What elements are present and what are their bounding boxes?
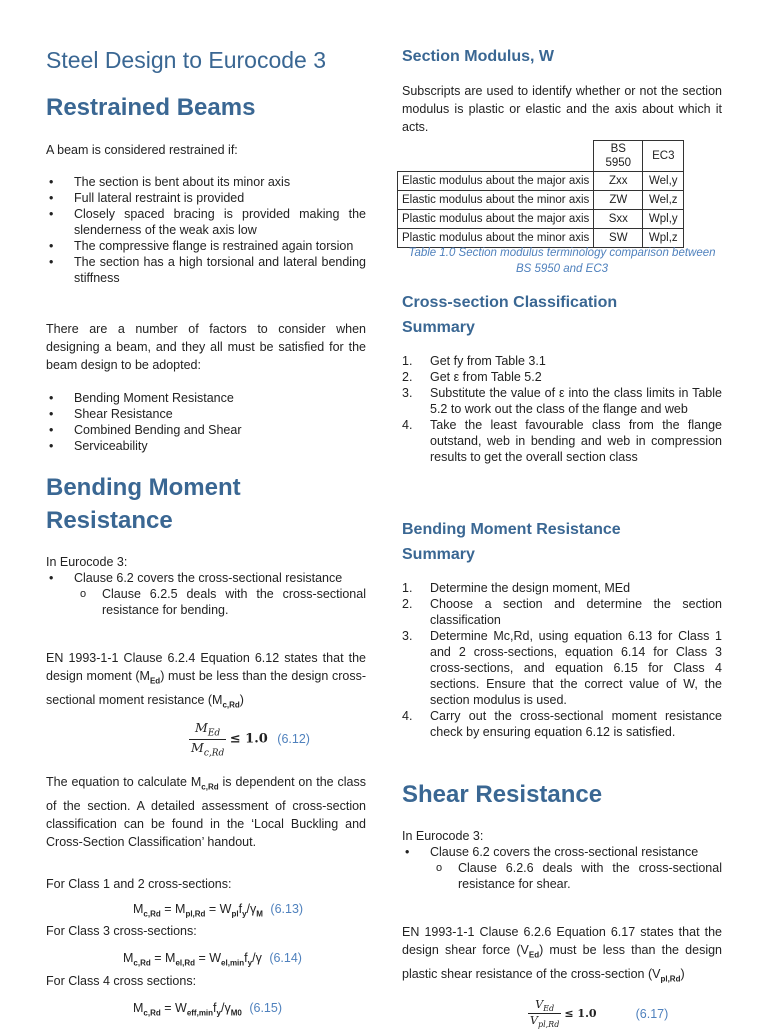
table-header-bs5950: BS 5950 bbox=[594, 141, 643, 172]
bending-clause-list bbox=[46, 570, 366, 618]
bending-steps-list bbox=[402, 580, 722, 740]
design-factors-list bbox=[46, 390, 366, 454]
table-cell: Elastic modulus about the minor axis bbox=[398, 191, 594, 210]
paragraph-en-1993-bending: EN 1993-1-1 Clause 6.2.4 Equation 6.12 states that the design moment $(M_{Ed})$ must be less than the design cross-sectional moment resistance $(M_{c,Rd})$ bbox=[46, 651, 366, 709]
clause-6-2-item: • Clause 6.2 covers the cross-sectional resistance o Clause 6.2.5 deals with the cross-sectional resistance for bending. bbox=[46, 570, 366, 618]
table-cell: Wel,z bbox=[643, 191, 684, 210]
equation-6-15-tag: (6.15) bbox=[249, 1001, 282, 1015]
table-cell: Wpl,y bbox=[643, 210, 684, 229]
paragraph-calc-mcrd: The equation to calculate $M_{c,Rd}$ is dependent on the class of the section. A detailed assessment of cross-section classification can be found in the ‘Local Buckling and Cross-Section Classification’ handout. bbox=[46, 775, 366, 849]
table-row bbox=[398, 210, 684, 229]
table-header-row bbox=[398, 141, 684, 172]
equation-6-13-tag: (6.13) bbox=[270, 902, 304, 916]
step-item: 2. Get ε from Table 5.2 bbox=[402, 370, 542, 384]
document-title: Steel Design to Eurocode 3 bbox=[46, 47, 327, 73]
shear-clause-list bbox=[402, 844, 722, 892]
clause-6-2-6-item: o Clause 6.2.6 deals with the cross-sectional resistance for shear. bbox=[430, 860, 722, 892]
table-row bbox=[398, 191, 684, 210]
list-item: • Shear Resistance bbox=[46, 406, 366, 422]
section-modulus-table bbox=[397, 140, 684, 248]
in-eurocode-label-shear: In Eurocode 3: bbox=[402, 829, 484, 843]
step-item: 3. Determine Mc,Rd, using equation 6.13 for Class 1 and 2 cross-sections, equation 6.14 for Class 3 cross-sections, and equation 6.15 for Class 4 sections. Ensure that the correct value of W, the section modulus is used. bbox=[402, 629, 722, 707]
table-cell: SW bbox=[594, 229, 643, 248]
equation-6-17: $\frac{V_{Ed}}{V_{pl,Rd}}$ ≤ 1.0 (6.17) bbox=[530, 998, 669, 1029]
table-cell: Wpl,z bbox=[643, 229, 684, 248]
heading-classification-summary: Cross-section Classification Summary bbox=[402, 294, 618, 336]
list-item: • The compressive flange is restrained again torsion bbox=[46, 238, 366, 254]
table-header-ec3: EC3 bbox=[643, 141, 684, 172]
heading-section-modulus: Section Modulus, W bbox=[402, 48, 554, 65]
step-item: 1. Determine the design moment, MEd bbox=[402, 581, 631, 595]
table-cell: Plastic modulus about the major axis bbox=[398, 210, 594, 229]
list-item: • The section is bent about its minor axis bbox=[46, 174, 366, 190]
list-item: • Full lateral restraint is provided bbox=[46, 190, 366, 206]
table-body bbox=[398, 172, 684, 248]
paragraph-factors: There are a number of factors to consider when designing a beam, and they all must be satisfied for the beam design to be adopted: bbox=[46, 322, 366, 372]
table-cell: Elastic modulus about the major axis bbox=[398, 172, 594, 191]
equation-6-12: $\frac{M_{Ed}}{M_{c,Rd}}$ ≤ 1.0 (6.12) bbox=[191, 720, 310, 758]
heading-bending-moment-resistance: Bending Moment Resistance bbox=[46, 474, 241, 534]
heading-shear-resistance: Shear Resistance bbox=[402, 781, 603, 808]
table-caption: Table 1.0 Section modulus terminology comparison between BS 5950 and EC3 bbox=[408, 247, 716, 275]
equation-6-14-tag: (6.14) bbox=[269, 951, 302, 965]
restrained-conditions-list bbox=[46, 174, 366, 286]
equation-6-17-tag: (6.17) bbox=[635, 1006, 669, 1021]
clause-6-2-item-shear: • Clause 6.2 covers the cross-sectional resistance o Clause 6.2.6 deals with the cross-sectional resistance for shear. bbox=[402, 844, 722, 892]
list-item: • Closely spaced bracing is provided making the slenderness of the weak axis low bbox=[46, 206, 366, 238]
step-item: 3. Substitute the value of ε into the class limits in Table 5.2 to work out the class of the flange and web bbox=[402, 386, 722, 416]
class-4-label: For Class 4 cross sections: bbox=[46, 974, 197, 988]
step-item: 4. Take the least favourable class from the flange outstand, web in bending and web in compression results to get the overall section class bbox=[402, 418, 722, 464]
equation-6-14: $M_{c,Rd} = M_{el,Rd} = W_{el,min}f_y/\gamma$ (6.14) bbox=[123, 951, 302, 968]
clause-6-2-5-item: o Clause 6.2.5 deals with the cross-sectional resistance for bending. bbox=[74, 586, 366, 618]
classification-steps-list bbox=[402, 353, 722, 465]
in-eurocode-label: In Eurocode 3: bbox=[46, 555, 128, 569]
list-item: • Serviceability bbox=[46, 438, 366, 454]
step-item: 1. Get fy from Table 3.1 bbox=[402, 354, 546, 368]
table-cell: Plastic modulus about the minor axis bbox=[398, 229, 594, 248]
table-cell: Wel,y bbox=[643, 172, 684, 191]
step-item: 2. Choose a section and determine the section classification bbox=[402, 597, 722, 627]
table-cell: Sxx bbox=[594, 210, 643, 229]
list-item: • The section has a high torsional and lateral bending stiffness bbox=[46, 254, 366, 286]
equation-6-15: $M_{c,Rd} = W_{eff,min}f_y/\gamma_{M0}$ (6.15) bbox=[133, 1001, 282, 1018]
heading-restrained-beams: Restrained Beams bbox=[46, 94, 256, 121]
table-cell: ZW bbox=[594, 191, 643, 210]
class-1-2-label: For Class 1 and 2 cross-sections: bbox=[46, 877, 232, 891]
list-item: • Combined Bending and Shear bbox=[46, 422, 366, 438]
paragraph-restrained-intro: A beam is considered restrained if: bbox=[46, 143, 238, 157]
table-row bbox=[398, 172, 684, 191]
table-cell: Zxx bbox=[594, 172, 643, 191]
step-item: 4. Carry out the cross-sectional moment resistance check by ensuring equation 6.12 is satisfied. bbox=[402, 709, 722, 739]
class-3-label: For Class 3 cross-sections: bbox=[46, 924, 197, 938]
paragraph-subscripts: Subscripts are used to identify whether or not the section modulus is plastic or elastic and the axis about which it acts. bbox=[402, 84, 722, 134]
heading-bending-summary: Bending Moment Resistance Summary bbox=[402, 521, 621, 563]
equation-6-13: $M_{c,Rd} = M_{pl,Rd} = W_{pl}f_y/\gamma_M$ (6.13) bbox=[133, 902, 304, 919]
paragraph-en-1993-shear: EN 1993-1-1 Clause 6.2.6 Equation 6.17 states that the design shear force $(V_{Ed})$ must be less than the design plastic shear resistance of the cross-section $(V_{pl,Rd})$ bbox=[402, 925, 722, 983]
list-item: • Bending Moment Resistance bbox=[46, 390, 366, 406]
equation-6-12-tag: (6.12) bbox=[277, 732, 310, 746]
